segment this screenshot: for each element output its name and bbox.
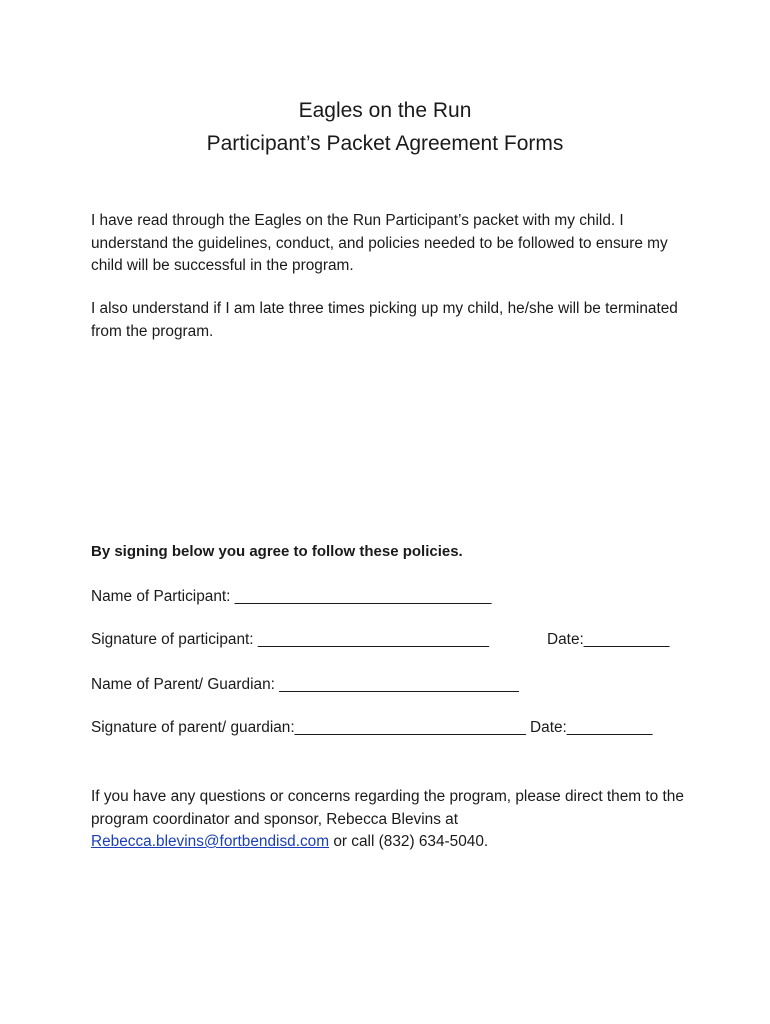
guardian-signature-date-field[interactable]: Signature of parent/ guardian:___________________________ Date:__________ bbox=[91, 719, 653, 736]
contact-text-after: or call (832) 634-5040. bbox=[329, 833, 489, 850]
contact-text-before: If you have any questions or concerns regarding the program, please direct them to the program coordinator and sponsor, Rebecca Blevins at bbox=[91, 788, 684, 828]
email-link[interactable]: Rebecca.blevins@fortbendisd.com bbox=[91, 833, 330, 850]
title-line-2: Participant’s Packet Agreement Forms bbox=[206, 132, 564, 155]
document-title bbox=[0, 94, 770, 160]
agreement-heading: By signing below you agree to follow these policies. bbox=[91, 543, 463, 560]
agreement-paragraph-2: I also understand if I am late three times picking up my child, he/she will be terminated from the program. bbox=[91, 300, 678, 340]
agreement-paragraph-1: I have read through the Eagles on the Run Participant’s packet with my child. I understand the guidelines, conduct, and policies needed to be followed to ensure my child will be successful in the program. bbox=[91, 212, 668, 274]
guardian-name-field[interactable]: Name of Parent/ Guardian: ____________________________ bbox=[91, 676, 519, 693]
participant-name-field[interactable]: Name of Participant: ______________________________ bbox=[91, 588, 492, 605]
participant-signature-field[interactable]: Signature of participant: ___________________________ bbox=[91, 631, 489, 648]
title-line-1: Eagles on the Run bbox=[298, 99, 472, 122]
participant-date-field[interactable]: Date:__________ bbox=[547, 631, 670, 648]
contact-paragraph bbox=[91, 786, 691, 854]
